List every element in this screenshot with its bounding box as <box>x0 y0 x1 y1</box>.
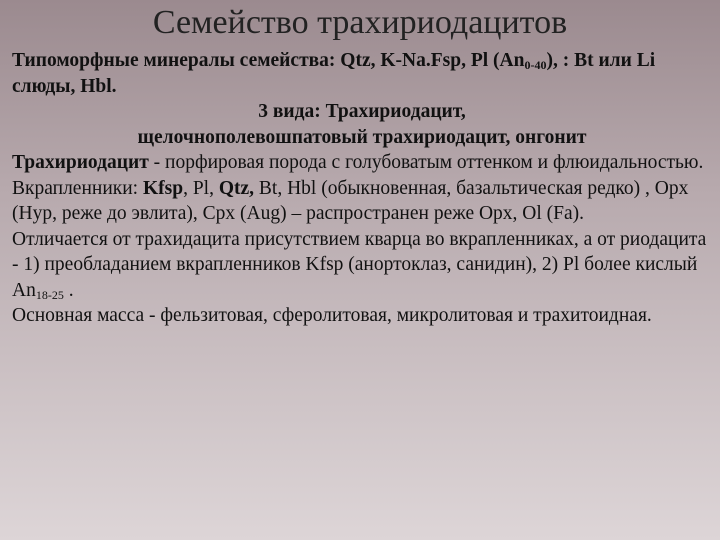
rock-term: Трахириодацит <box>12 152 149 173</box>
types-line-1: 3 вида: Трахириодацит, <box>258 101 466 122</box>
phenocrysts-qtz: Qtz, <box>218 177 255 199</box>
minerals-tail: ), : Bt или Li слюды, Hbl. <box>12 50 656 97</box>
difference-text: Отличается от трахидацита присутствием кварца во вкрапленниках, а от риодацита - 1) преобладанием вкрапленников Kfsp (анортоклаз, санидин), 2) Pl более кислый An <box>12 228 707 301</box>
phenocrysts-kfsp: Kfsp <box>142 177 184 199</box>
rock-text: - порфировая порода с голубоватым оттенком и флюидальностью. <box>148 152 704 173</box>
minerals-label: Типоморфные минералы семейства: Qtz, K-Na.Fsp, Pl (An <box>12 50 525 71</box>
typomorphic-minerals <box>12 48 712 99</box>
an-range: 0-40 <box>524 58 547 72</box>
phenocrysts-pl: , Pl, <box>183 177 219 199</box>
groundmass: Основная масса - фельзитовая, сферолитовая, микролитовая и трахитоидная. <box>12 305 652 326</box>
slide-body <box>12 48 712 329</box>
difference <box>12 227 712 304</box>
phenocrysts-rest: Bt, Hbl (обыкновенная, базальтическая редко) , Opx (Hyp, реже до эвлита), Cpx (Aug) – распространен реже Opx, Ol (Fa). <box>12 177 689 224</box>
types-line-2: щелочнополевошпатовый трахириодацит, онгонит <box>137 126 587 148</box>
difference-an-range: 18-25 <box>35 287 64 302</box>
phenocrysts <box>12 176 712 227</box>
phenocrysts-label: Вкрапленники: <box>12 177 143 199</box>
difference-tail: . <box>63 279 74 301</box>
slide-title: Семейство трахириодацитов <box>152 4 568 41</box>
rock-description <box>12 150 712 176</box>
